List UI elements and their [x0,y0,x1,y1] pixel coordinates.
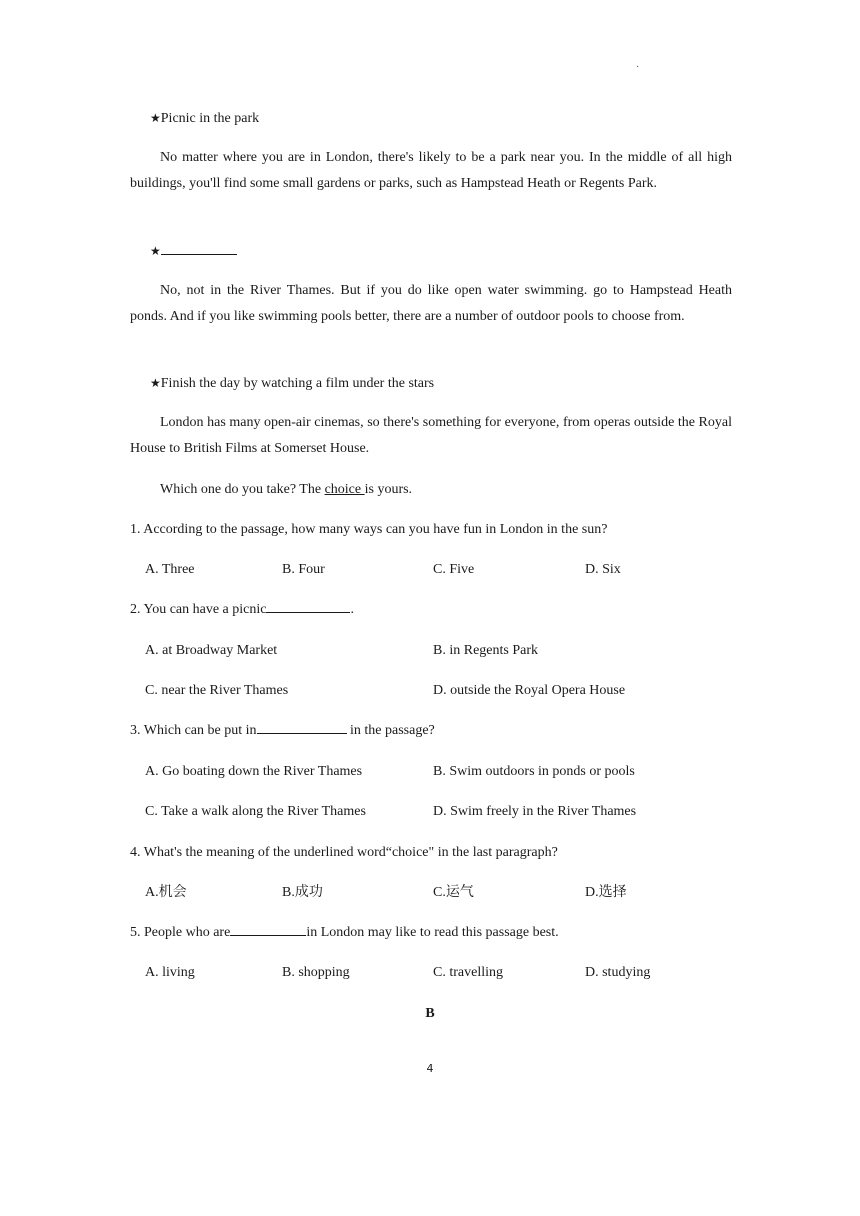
question-4-option-b: B.成功 [282,885,323,900]
section-heading-film [150,370,434,397]
question-4-stem: 4. What's the meaning of the underlined word“choice" in the last paragraph? [130,845,558,860]
question-2-option-b: B. in Regents Park [433,643,538,658]
question-2-stem [130,597,732,623]
question-5-option-a: A. living [145,965,195,980]
question-1-option-a: A. Three [145,562,195,577]
heading-text: Finish the day by watching a film under the stars [160,376,435,391]
question-1-stem: 1. According to the passage, how many ways can you have fun in London in the sun? [130,522,608,537]
closing-text-end: is yours. [364,482,413,497]
paragraph-picnic: No matter where you are in London, there's likely to be a park near you. In the middle of all high buildings, you'll find some small gardens or parks, such as Hampstead Heath or Regents Park. [130,150,732,191]
underlined-word: choice [324,482,365,497]
answer-blank [266,598,350,613]
heading-blank-line [161,240,237,255]
closing-line [160,477,412,503]
question-3-option-a: A. Go boating down the River Thames [145,764,363,779]
section-label: B [425,1006,435,1021]
question-5-option-d: D. studying [585,965,651,980]
answer-blank [257,719,347,734]
heading-text: Picnic in the park [160,111,260,126]
stem-text-end: . [350,602,354,617]
header-dot: · [636,62,640,73]
stem-text-end: in the passage? [346,723,435,738]
star-icon: ★ [150,111,161,125]
paragraph-swim: No, not in the River Thames. But if you do like open water swimming. go to Hampstead Heath ponds. And if you like swimming pools better, there are a number of outdoor pools to choose from. [130,283,732,324]
question-5-stem [130,920,732,946]
question-3-stem [130,718,732,744]
paragraph-film: London has many open-air cinemas, so there's something for everyone, from operas outside the Royal House to British Films at Somerset House. [130,415,732,456]
question-3-option-c: C. Take a walk along the River Thames [145,804,366,819]
question-3-option-b: B. Swim outdoors in ponds or pools [433,764,635,779]
question-4-option-c: C.运气 [433,885,474,900]
question-5-option-b: B. shopping [282,965,350,980]
question-4-option-d: D.选择 [585,885,627,900]
question-1-option-d: D. Six [585,562,621,577]
question-3-option-d: D. Swim freely in the River Thames [433,804,637,819]
star-icon: ★ [150,376,161,390]
question-1-option-c: C. Five [433,562,475,577]
closing-text: Which one do you take? The [160,482,325,497]
page-number: 4 [426,1062,434,1075]
stem-text-end: in London may like to read this passage best. [306,925,559,940]
question-2-option-c: C. near the River Thames [145,683,289,698]
question-2-option-a: A. at Broadway Market [145,643,278,658]
star-icon: ★ [150,244,161,258]
stem-text: 5. People who are [130,925,231,940]
question-2-option-d: D. outside the Royal Opera House [433,683,626,698]
stem-text: 3. Which can be put in [130,723,257,738]
section-heading-blank [150,238,237,265]
stem-text: 2. You can have a picnic [130,602,267,617]
question-5-option-c: C. travelling [433,965,503,980]
section-heading-picnic [150,105,259,132]
question-1-option-b: B. Four [282,562,325,577]
answer-blank [230,921,306,936]
question-4-option-a: A.机会 [145,885,187,900]
